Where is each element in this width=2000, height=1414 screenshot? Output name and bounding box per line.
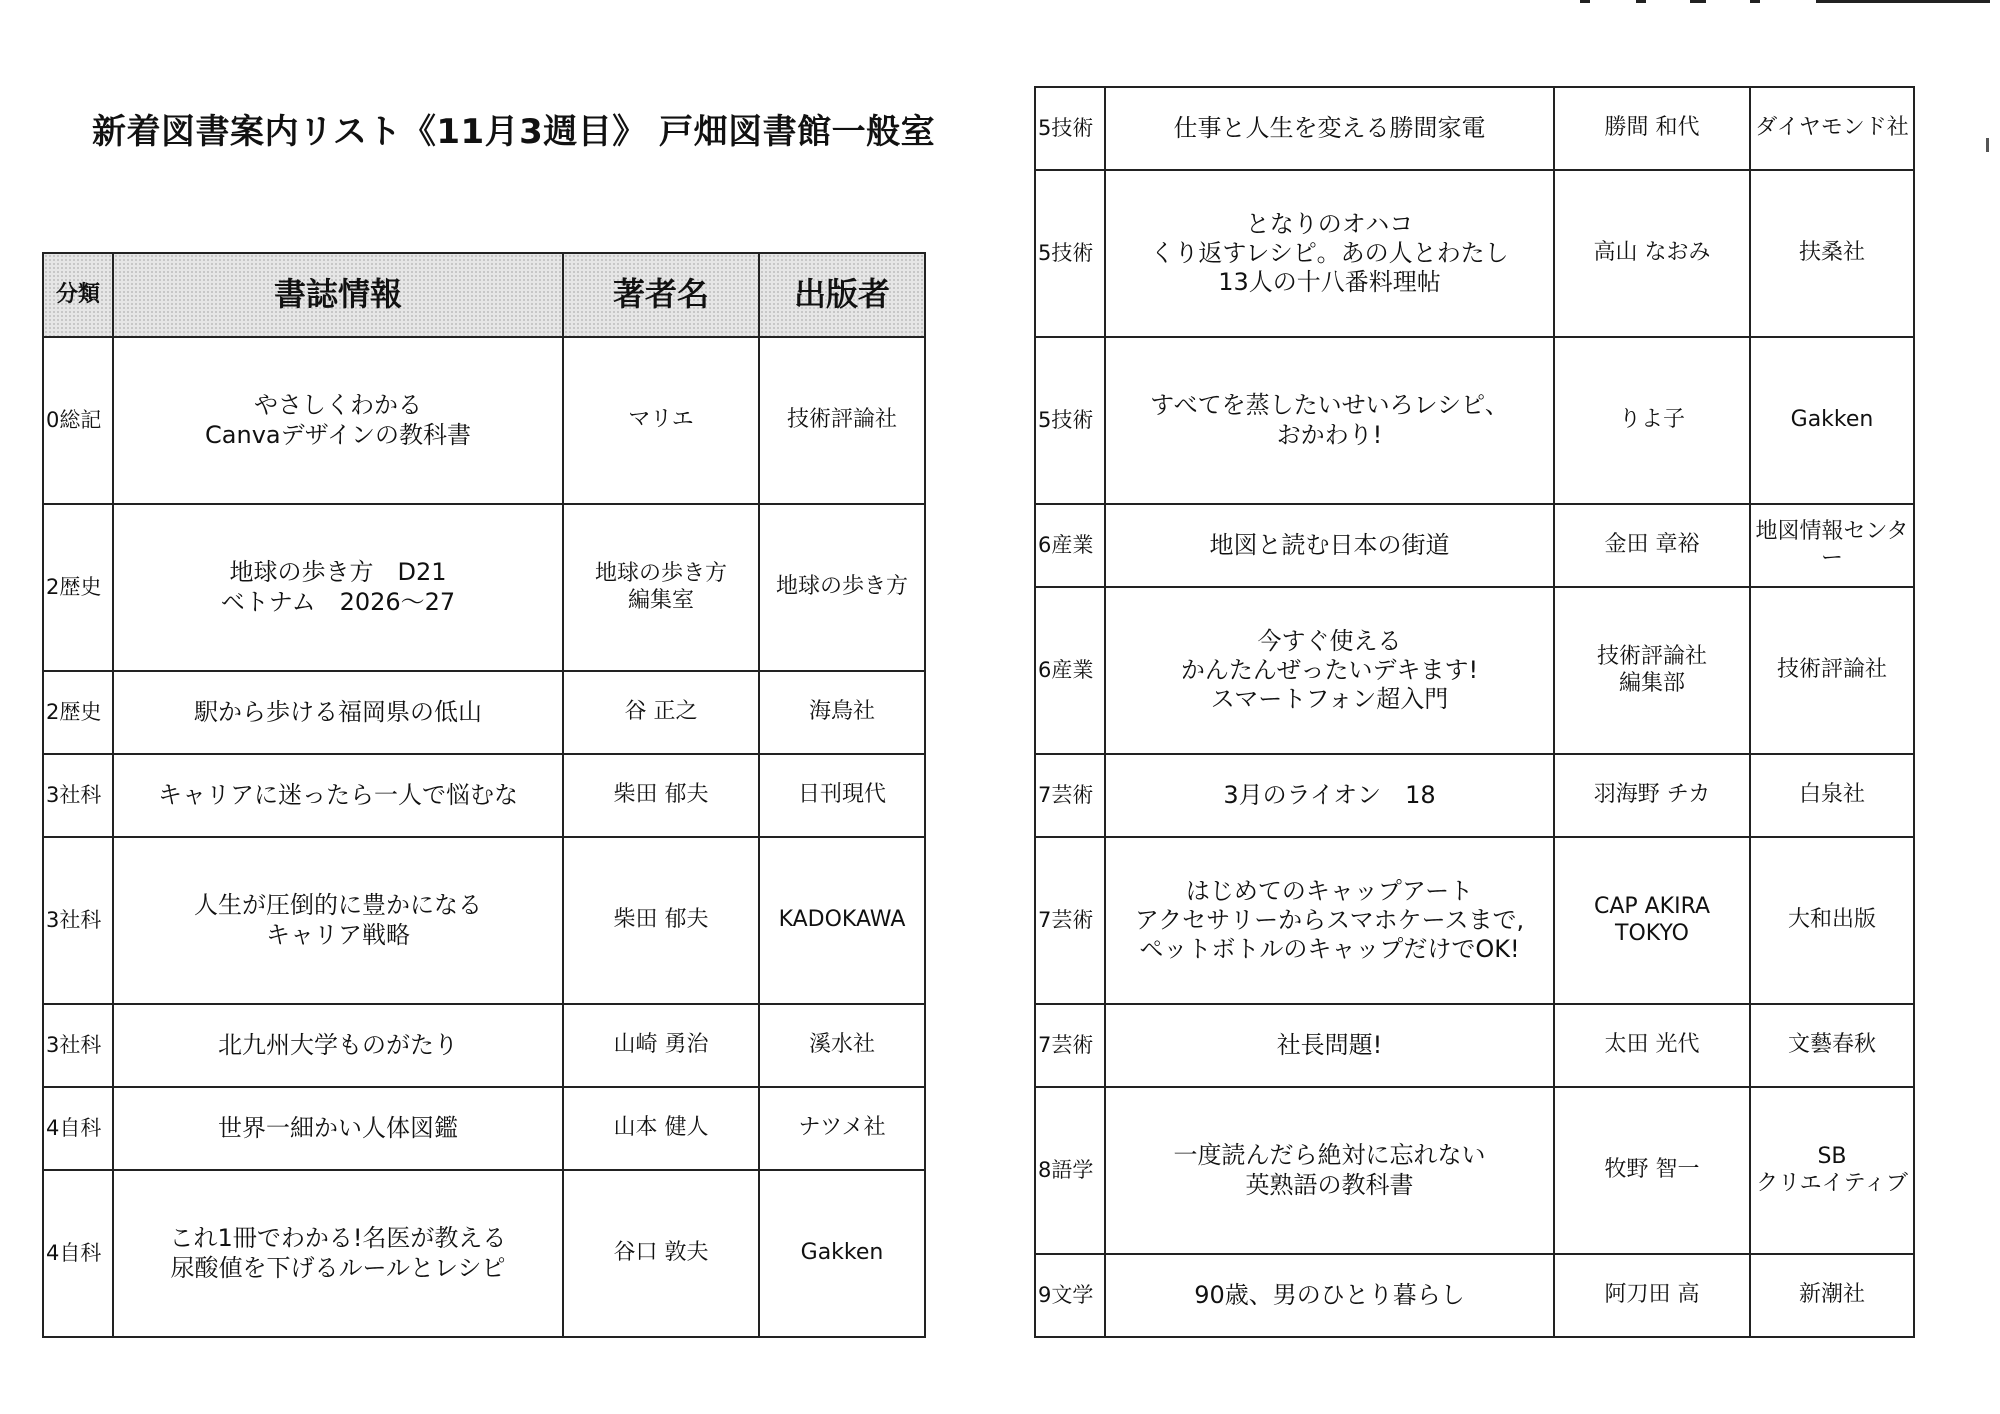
book-title-cell: [1105, 337, 1554, 504]
cell-line: ナツメ社: [798, 1115, 886, 1141]
cell-line: 技術評論社: [786, 407, 897, 433]
publisher-cell: [1750, 1004, 1914, 1087]
cell-line: ダイヤモンド社: [1755, 115, 1909, 141]
book-title-cell: [1105, 87, 1554, 170]
book-title-cell: [113, 754, 563, 837]
cell-line: マリエ: [628, 407, 694, 433]
cell-line: 今すぐ使える: [1257, 626, 1402, 655]
right-book-table: [1034, 86, 1915, 1338]
publisher-cell: [1750, 1087, 1914, 1254]
author-cell: [1554, 1004, 1750, 1087]
book-title-cell: [1105, 837, 1554, 1004]
classification-cell: 6産業: [1035, 504, 1105, 587]
cell-line: 地球の歩き方: [594, 560, 727, 586]
author-cell: [563, 754, 759, 837]
classification-cell: 4自科: [43, 1170, 113, 1337]
cell-line: 仕事と人生を変える勝間家電: [1173, 113, 1486, 142]
book-title-cell: [1105, 170, 1554, 337]
cell-line: 太田 光代: [1604, 1032, 1700, 1058]
cell-line: TOKYO: [1615, 920, 1689, 946]
book-title-cell: [1105, 587, 1554, 754]
book-title-cell: [113, 1087, 563, 1170]
author-cell: [1554, 1254, 1750, 1337]
publisher-cell: [759, 1004, 925, 1087]
cell-line: 地球の歩き方 D21: [229, 558, 447, 587]
classification-cell: 4自科: [43, 1087, 113, 1170]
author-cell: [563, 337, 759, 504]
header-author: 著者名: [563, 253, 759, 337]
book-title-cell: [113, 337, 563, 504]
table-row: [43, 1087, 925, 1170]
table-row: [43, 337, 925, 504]
cell-line: おかわり!: [1276, 420, 1383, 449]
cell-line: 北九州大学ものがたり: [218, 1030, 458, 1059]
cell-line: ペットボトルのキャップだけでOK!: [1139, 935, 1520, 964]
classification-cell: 8語学: [1035, 1087, 1105, 1254]
author-cell: [563, 1170, 759, 1337]
classification-cell: 5技術: [1035, 170, 1105, 337]
cell-line: 大和出版: [1787, 907, 1876, 933]
classification-cell: 3社科: [43, 1004, 113, 1087]
cell-line: 牧野 智一: [1604, 1157, 1700, 1183]
classification-cell: 7芸術: [1035, 1004, 1105, 1087]
table-row: [43, 504, 925, 671]
header-classification: 分類: [43, 253, 113, 337]
cell-line: SB: [1817, 1143, 1847, 1169]
left-table-body: [43, 337, 925, 1337]
cell-line: 駅から歩ける福岡県の低山: [194, 697, 482, 726]
author-cell: [563, 671, 759, 754]
table-header-row: [43, 253, 925, 337]
cell-line: 白泉社: [1798, 782, 1865, 808]
cell-line: これ1冊でわかる!名医が教える: [169, 1224, 507, 1253]
classification-cell: 7芸術: [1035, 754, 1105, 837]
author-cell: [563, 1087, 759, 1170]
book-title-cell: [1105, 504, 1554, 587]
cell-line: 3月のライオン 18: [1223, 780, 1436, 809]
cell-line: 文藝春秋: [1787, 1032, 1876, 1058]
table-row: [43, 1004, 925, 1087]
classification-cell: 5技術: [1035, 87, 1105, 170]
table-row: [1035, 1004, 1914, 1087]
author-cell: [1554, 754, 1750, 837]
cell-line: 山本 健人: [613, 1115, 709, 1141]
cell-line: スマートフォン超入門: [1210, 685, 1449, 714]
publisher-cell: [759, 504, 925, 671]
publisher-cell: [759, 671, 925, 754]
classification-cell: 5技術: [1035, 337, 1105, 504]
classification-cell: 6産業: [1035, 587, 1105, 754]
table-row: [43, 1170, 925, 1337]
cell-line: 阿刀田 高: [1604, 1282, 1700, 1308]
table-row: [1035, 170, 1914, 337]
cell-line: 地球の歩き方: [775, 574, 908, 600]
cell-line: クリエイティブ: [1756, 1170, 1908, 1196]
cell-line: 金田 章裕: [1604, 532, 1700, 558]
publisher-cell: [1750, 587, 1914, 754]
table-row: [1035, 754, 1914, 837]
right-table-body: [1035, 87, 1914, 1337]
cell-line: ベトナム 2026～27: [220, 587, 456, 616]
cell-line: Gakken: [800, 1240, 884, 1266]
publisher-cell: [759, 1170, 925, 1337]
book-title-cell: [113, 1004, 563, 1087]
table-row: [43, 837, 925, 1004]
cell-line: 90歳、男のひとり暮らし: [1194, 1280, 1465, 1309]
author-cell: [1554, 1087, 1750, 1254]
cell-line: 世界一細かい人体図鑑: [218, 1113, 458, 1142]
author-cell: [1554, 87, 1750, 170]
page-title: 新着図書案内リスト《11月3週目》 戸畑図書館一般室: [92, 112, 936, 152]
left-book-table: [42, 252, 926, 1338]
table-row: [1035, 1254, 1914, 1337]
cell-line: 新潮社: [1798, 1282, 1865, 1308]
author-cell: [563, 1004, 759, 1087]
publisher-cell: [759, 837, 925, 1004]
publisher-cell: [1750, 754, 1914, 837]
book-title-cell: [1105, 754, 1554, 837]
cell-line: 技術評論社: [1596, 643, 1707, 669]
top-edge-scan-mark: [1580, 0, 2000, 3]
cell-line: Canvaデザインの教科書: [205, 420, 471, 449]
cell-line: 高山 なおみ: [1593, 240, 1711, 266]
table-row: [43, 754, 925, 837]
classification-cell: 0総記: [43, 337, 113, 504]
cell-line: 柴田 郁夫: [613, 907, 709, 933]
book-title-cell: [1105, 1004, 1554, 1087]
cell-line: 技術評論社: [1776, 657, 1887, 683]
publisher-cell: [1750, 87, 1914, 170]
publisher-cell: [1750, 504, 1914, 587]
cell-line: 山崎 勇治: [613, 1032, 709, 1058]
cell-line: キャリア戦略: [266, 920, 410, 949]
table-row: [1035, 1087, 1914, 1254]
cell-line: CAP AKIRA: [1593, 893, 1711, 919]
classification-cell: 3社科: [43, 754, 113, 837]
author-cell: [1554, 504, 1750, 587]
cell-line: となりのオハコ: [1245, 209, 1414, 238]
classification-cell: 2歴史: [43, 504, 113, 671]
table-row: [1035, 337, 1914, 504]
cell-line: 溪水社: [808, 1032, 875, 1058]
book-title-cell: [113, 504, 563, 671]
cell-line: 谷口 敦夫: [613, 1240, 709, 1266]
book-title-cell: [113, 837, 563, 1004]
cell-line: 英熟語の教科書: [1245, 1170, 1414, 1199]
classification-cell: 7芸術: [1035, 837, 1105, 1004]
author-cell: [563, 837, 759, 1004]
cell-line: 海鳥社: [808, 699, 875, 725]
cell-line: キャリアに迷ったら一人で悩むな: [158, 780, 518, 809]
header-publisher: 出版者: [759, 253, 925, 337]
header-book-info: 書誌情報: [113, 253, 563, 337]
publisher-cell: [1750, 337, 1914, 504]
table-row: [1035, 587, 1914, 754]
cell-line: 柴田 郁夫: [613, 782, 709, 808]
cell-line: くり返すレシピ。あの人とわたし: [1150, 238, 1509, 267]
author-cell: [1554, 587, 1750, 754]
cell-line: 編集室: [627, 587, 694, 613]
classification-cell: 9文学: [1035, 1254, 1105, 1337]
cell-line: やさしくわかる: [254, 391, 422, 420]
cell-line: Gakken: [1790, 407, 1874, 433]
classification-cell: 2歴史: [43, 671, 113, 754]
cell-line: すべてを蒸したいせいろレシピ、: [1150, 391, 1509, 420]
cell-line: 勝間 和代: [1604, 115, 1700, 141]
cell-line: 社長問題!: [1276, 1030, 1383, 1059]
table-row: [1035, 837, 1914, 1004]
table-row: [1035, 504, 1914, 587]
author-cell: [1554, 837, 1750, 1004]
cell-line: はじめてのキャップアート: [1185, 876, 1474, 905]
publisher-cell: [759, 1087, 925, 1170]
classification-cell: 3社科: [43, 837, 113, 1004]
cell-line: KADOKAWA: [778, 907, 906, 933]
table-row: [43, 671, 925, 754]
book-title-cell: [113, 671, 563, 754]
cell-line: 13人の十八番料理帖: [1218, 268, 1441, 297]
cell-line: 人生が圧倒的に豊かになる: [194, 891, 482, 920]
cell-line: 地図と読む日本の街道: [1209, 530, 1450, 559]
cell-line: 日刊現代: [797, 782, 886, 808]
publisher-cell: [759, 337, 925, 504]
author-cell: [1554, 337, 1750, 504]
cell-line: 羽海野 チカ: [1593, 782, 1711, 808]
cell-line: 一度読んだら絶対に忘れない: [1173, 1141, 1486, 1170]
cell-line: 尿酸値を下げるルールとレシピ: [170, 1253, 506, 1282]
book-title-cell: [113, 1170, 563, 1337]
publisher-cell: [1750, 837, 1914, 1004]
table-row: [1035, 87, 1914, 170]
edge-tick-mark: [1986, 138, 1989, 152]
publisher-cell: [1750, 1254, 1914, 1337]
cell-line: アクセサリーからスマホケースまで,: [1134, 905, 1525, 934]
book-title-cell: [1105, 1087, 1554, 1254]
cell-line: 谷 正之: [624, 699, 698, 725]
cell-line: 編集部: [1618, 670, 1685, 696]
cell-line: かんたんぜったいデキます!: [1180, 655, 1479, 684]
author-cell: [563, 504, 759, 671]
cell-line: りよ子: [1618, 407, 1685, 433]
cell-line: 扶桑社: [1798, 240, 1865, 266]
book-title-cell: [1105, 1254, 1554, 1337]
cell-line: 地図情報センター: [1755, 518, 1909, 571]
publisher-cell: [759, 754, 925, 837]
author-cell: [1554, 170, 1750, 337]
publisher-cell: [1750, 170, 1914, 337]
